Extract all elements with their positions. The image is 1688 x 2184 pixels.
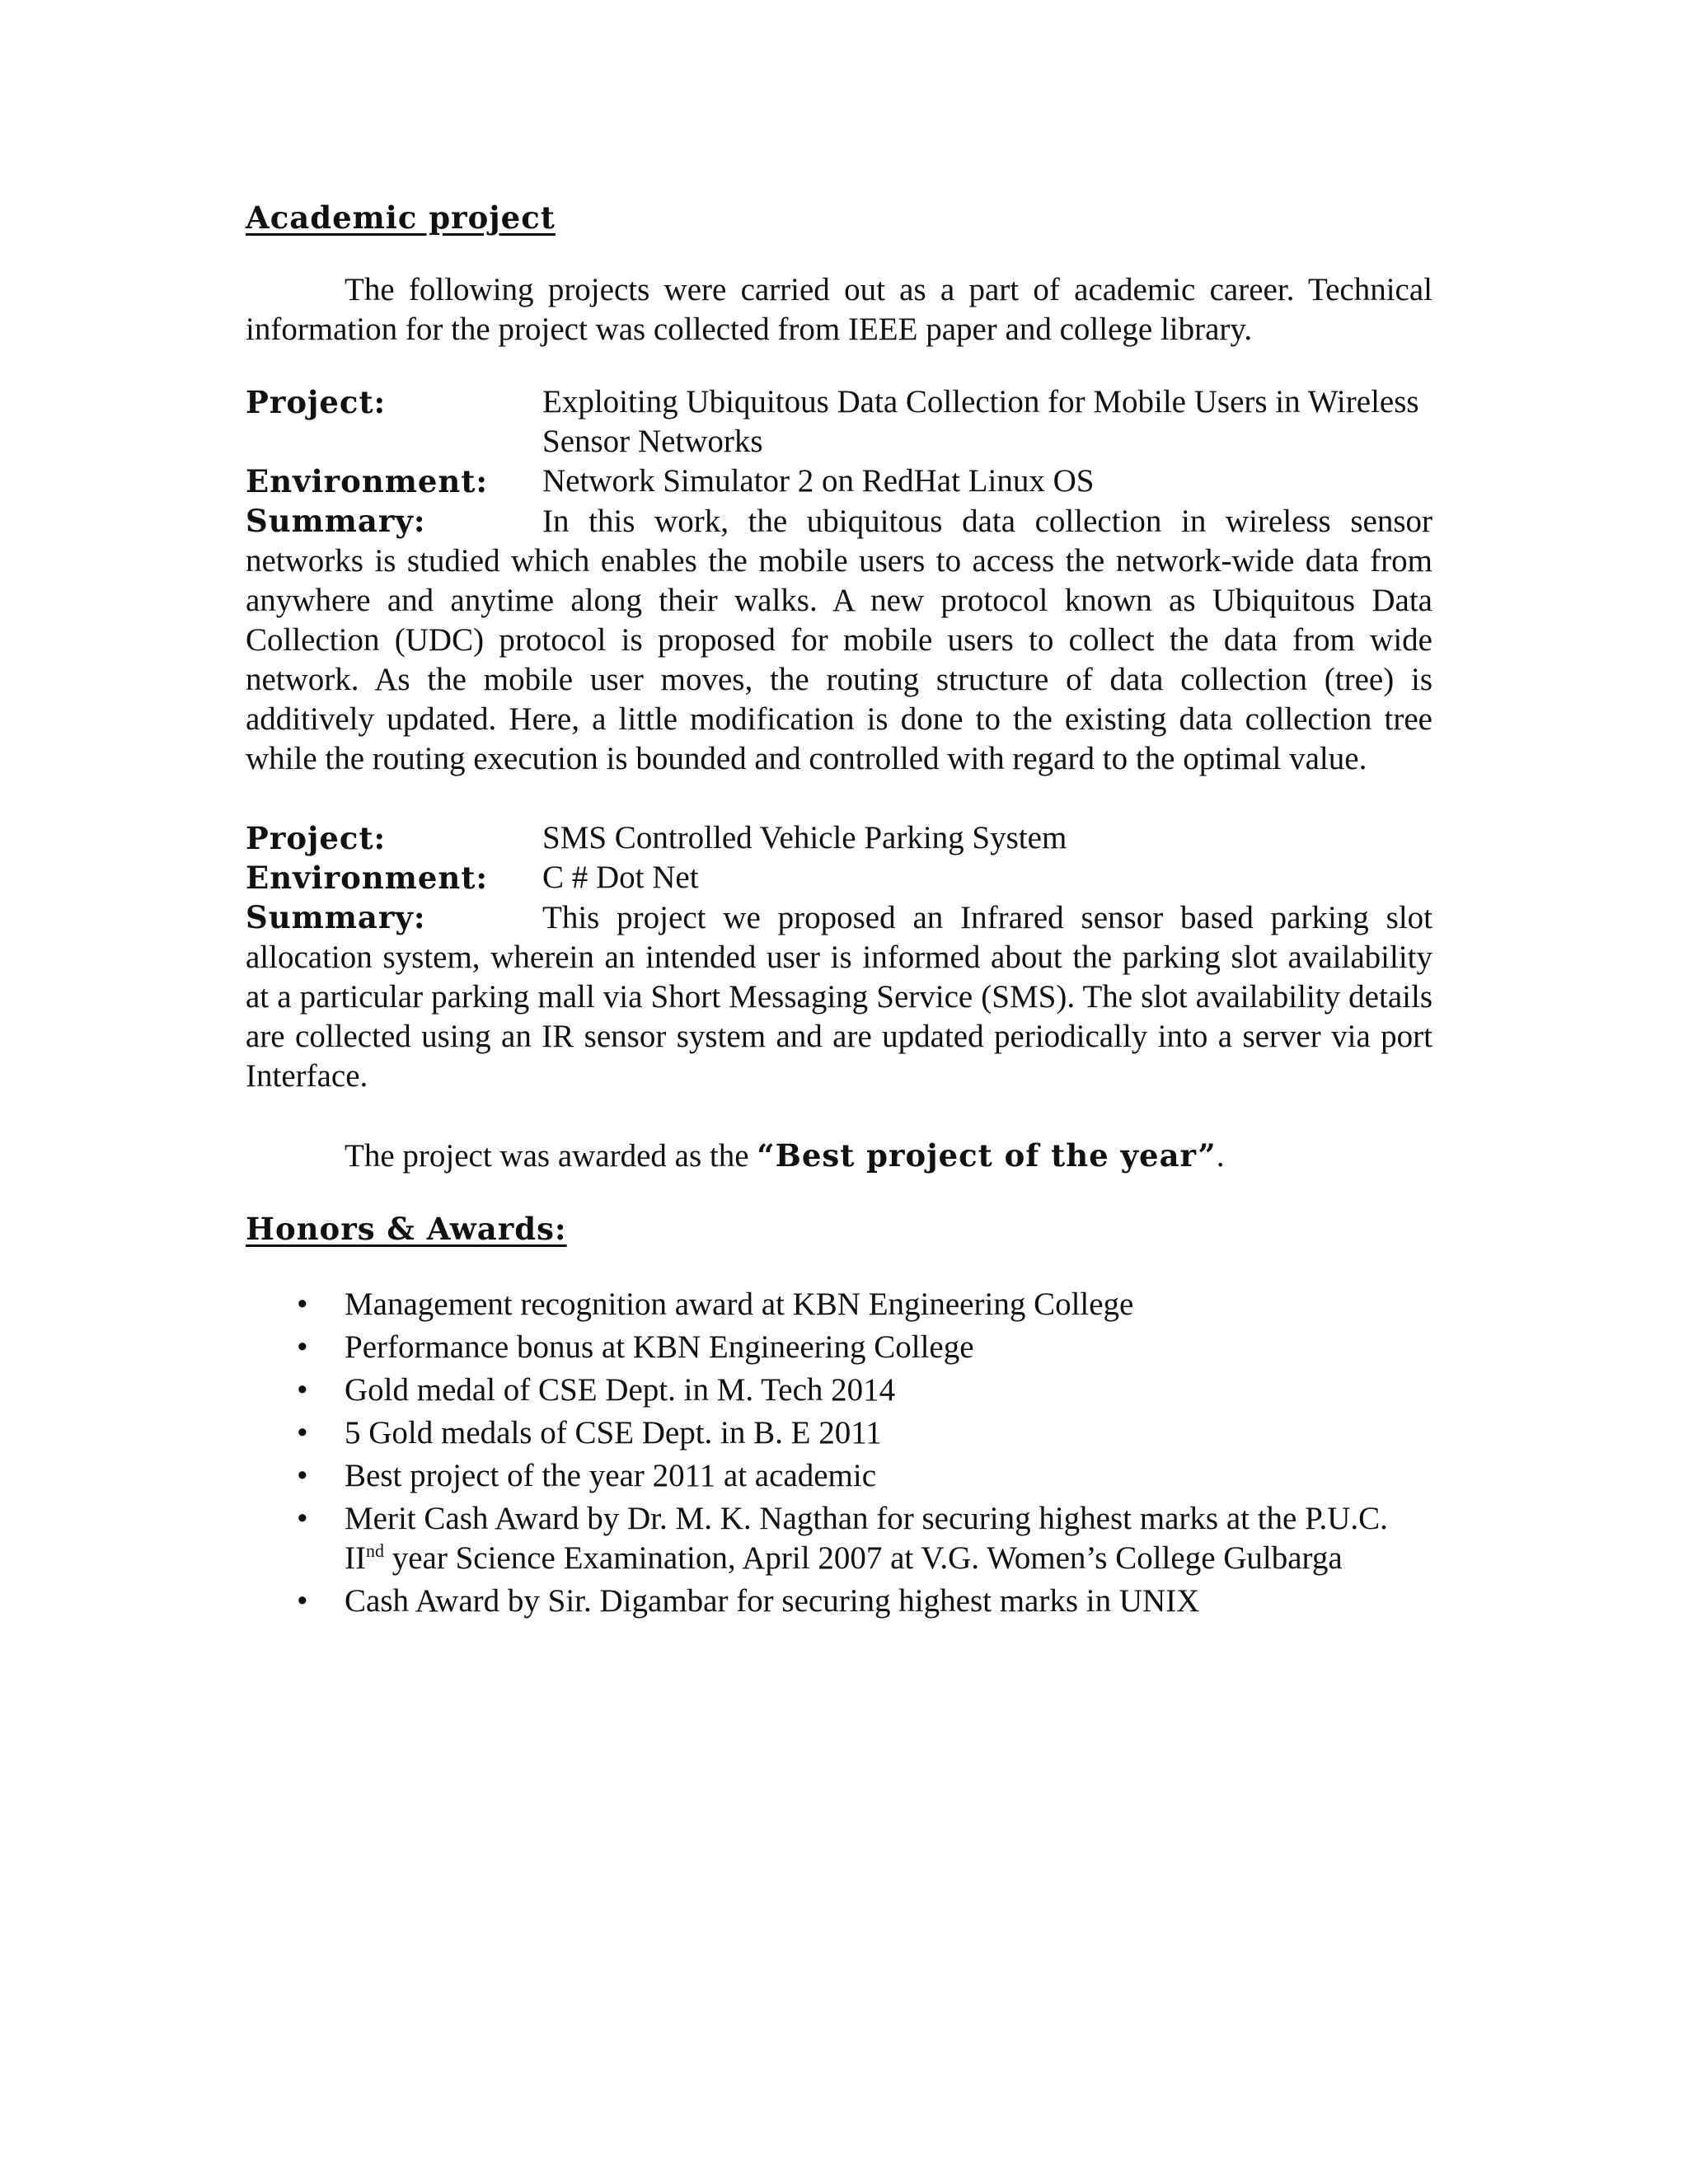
summary-paragraph <box>246 898 1432 1096</box>
environment-label: Environment: <box>246 860 489 896</box>
environment-row <box>246 462 1432 501</box>
honors-heading: Honors & Awards: <box>246 1211 567 1247</box>
list-item <box>246 1285 1432 1324</box>
summary-text: This project we proposed an Infrared sensor based parking slot allocation system, wherein an intended user is informed about the parking slot availability at a particular parking mall via Short Messaging Service (SMS). The slot availability details are collected using an IR sensor system and are updated periodically into a server via port Interface. <box>246 900 1432 1094</box>
award-note-suffix: . <box>1216 1138 1225 1174</box>
list-item <box>246 1328 1432 1367</box>
list-item <box>246 1371 1432 1410</box>
award-note <box>246 1136 1432 1176</box>
environment-label: Environment: <box>246 463 489 499</box>
project-value: Exploiting Ubiquitous Data Collection for Mobile Users in Wireless Sensor Networks <box>542 384 1419 459</box>
list-item-text: Performance bonus at KBN Engineering College <box>345 1329 974 1365</box>
list-item <box>246 1413 1432 1453</box>
list-item-text: 5 Gold medals of CSE Dept. in B. E 2011 <box>345 1415 882 1451</box>
summary-label: Summary: <box>246 899 426 935</box>
project-row <box>246 382 1432 462</box>
list-item-text: Gold medal of CSE Dept. in M. Tech 2014 <box>345 1372 896 1408</box>
honors-list <box>246 1285 1432 1621</box>
bullet-icon: • <box>297 1286 308 1322</box>
resume-page <box>246 198 1432 1624</box>
merit-text-part1: Merit Cash Award by Dr. M. K. Nagthan for securing highest marks at the P.U.C. II <box>345 1501 1388 1576</box>
bullet-icon: • <box>297 1501 308 1536</box>
bullet-icon: • <box>297 1372 308 1408</box>
project-block <box>246 382 1432 779</box>
project-block <box>246 818 1432 1096</box>
superscript-nd: nd <box>365 1540 384 1561</box>
academic-project-heading: Academic project <box>246 199 556 236</box>
list-item-text: Cash Award by Sir. Digambar for securing highest marks in UNIX <box>345 1583 1200 1619</box>
list-item <box>246 1582 1432 1621</box>
list-item-text: Best project of the year 2011 at academic <box>345 1458 877 1493</box>
project-value: SMS Controlled Vehicle Parking System <box>542 820 1067 855</box>
environment-value: Network Simulator 2 on RedHat Linux OS <box>542 463 1095 499</box>
summary-text: In this work, the ubiquitous data collection in wireless sensor networks is studied which enables the mobile users to access the network-wide data from anywhere and anytime along their walks. A new protocol known as Ubiquitous Data Collection (UDC) protocol is proposed for mobile users to collect the data from wide network. As the mobile user moves, the routing structure of data collection (tree) is additively updated. Here, a little modification is done to the existing data collection tree while the routing execution is bounded and controlled with regard to the optimal value. <box>246 504 1432 776</box>
academic-intro: The following projects were carried out as a part of academic career. Technical information for the project was collected from IEEE paper and college library. <box>246 272 1432 347</box>
bullet-icon: • <box>297 1415 308 1451</box>
project-row <box>246 818 1432 858</box>
list-item-text: Management recognition award at KBN Engineering College <box>345 1286 1134 1322</box>
environment-row <box>246 858 1432 898</box>
award-note-highlight: “Best project of the year” <box>757 1137 1217 1174</box>
bullet-icon: • <box>297 1329 308 1365</box>
environment-value: C # Dot Net <box>542 860 699 895</box>
bullet-icon: • <box>297 1458 308 1493</box>
summary-paragraph <box>246 501 1432 779</box>
bullet-icon: • <box>297 1583 308 1619</box>
merit-text-part2: year Science Examination, April 2007 at V.G. Women’s College Gulbarga <box>383 1540 1343 1576</box>
list-item <box>246 1456 1432 1496</box>
summary-label: Summary: <box>246 503 426 539</box>
list-item <box>246 1499 1432 1578</box>
award-note-prefix: The project was awarded as the <box>345 1138 757 1174</box>
project-label: Project: <box>246 384 387 420</box>
project-label: Project: <box>246 820 387 856</box>
